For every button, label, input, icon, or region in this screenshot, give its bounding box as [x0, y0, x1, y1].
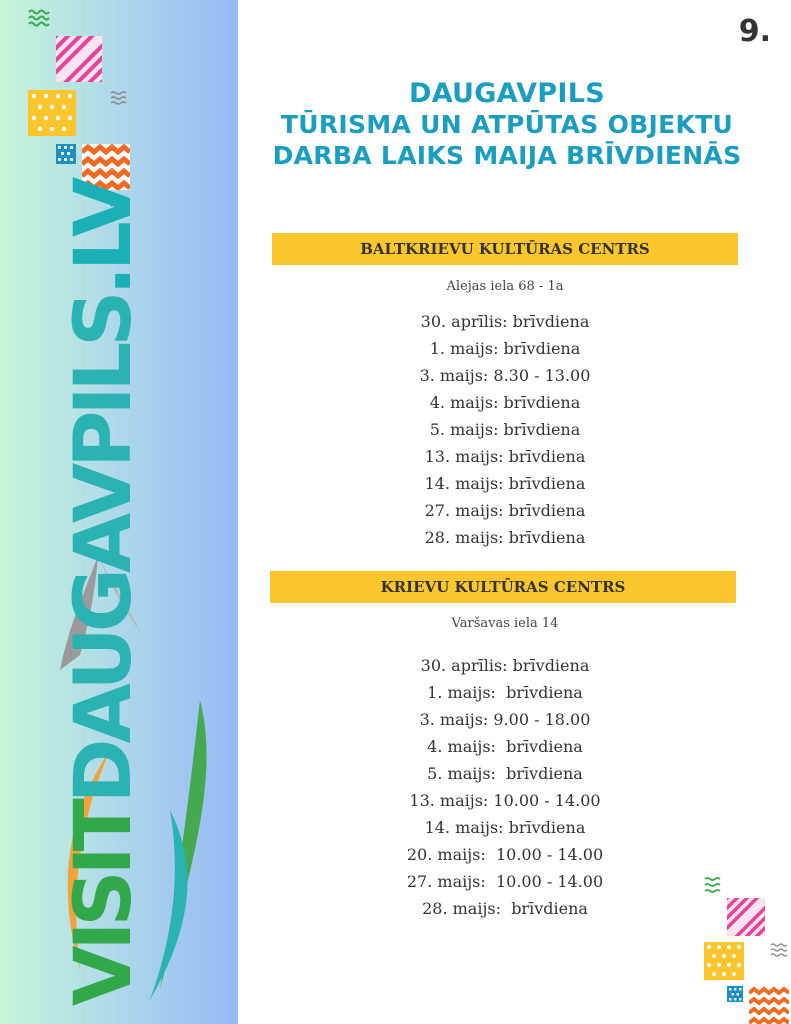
zigzag-pattern-icon — [749, 986, 789, 1024]
wave-pattern-icon — [704, 876, 724, 894]
schedule-list-krievu — [272, 652, 738, 922]
wave-pattern-icon — [110, 90, 130, 108]
schedule-item: 4. maijs: brīvdiena — [429, 393, 581, 412]
schedule-item: 30. aprīlis: brīvdiena — [420, 312, 590, 331]
schedule-item: 5. maijs: brīvdiena — [429, 420, 581, 439]
section-title: KRIEVU KULTŪRAS CENTRS — [380, 578, 626, 596]
schedule-item: 20. maijs: 10.00 - 14.00 — [406, 845, 604, 864]
visitdaugavpils-logo: VISITDAUGAVPILS.LV — [59, 181, 149, 1006]
schedule-item: 1. maijs: brīvdiena — [429, 339, 581, 358]
grid-pattern-icon — [56, 144, 76, 164]
schedule-item: 14. maijs: brīvdiena — [424, 818, 586, 837]
section-address: Varšavas iela 14 — [451, 616, 559, 631]
page-number: 9. — [738, 14, 771, 49]
dot-pattern-icon — [28, 90, 76, 136]
title-line-2: TŪRISMA UN ATPŪTAS OBJEKTU — [280, 110, 734, 139]
page-title — [252, 78, 762, 171]
grid-pattern-icon — [727, 986, 743, 1002]
schedule-item: 28. maijs: brīvdiena — [422, 899, 588, 918]
side-banner — [0, 0, 238, 1024]
section-header-krievu — [270, 571, 736, 603]
schedule-item: 27. maijs: brīvdiena — [424, 501, 586, 520]
schedule-item: 4. maijs: brīvdiena — [427, 737, 583, 756]
title-line-3: DARBA LAIKS MAIJA BRĪVDIENĀS — [272, 141, 742, 170]
schedule-item: 3. maijs: 8.30 - 13.00 — [419, 366, 591, 385]
schedule-item: 1. maijs: brīvdiena — [427, 683, 583, 702]
wave-pattern-icon — [770, 942, 788, 958]
stripe-pattern-icon — [56, 36, 102, 82]
stripe-pattern-icon — [727, 898, 765, 936]
schedule-item: 5. maijs: brīvdiena — [427, 764, 583, 783]
schedule-item: 27. maijs: 10.00 - 14.00 — [406, 872, 604, 891]
schedule-item: 13. maijs: 10.00 - 14.00 — [409, 791, 601, 810]
schedule-item: 14. maijs: brīvdiena — [424, 474, 586, 493]
section-header-baltkrievu — [272, 233, 738, 265]
schedule-item: 30. aprīlis: brīvdiena — [420, 656, 590, 675]
schedule-item: 28. maijs: brīvdiena — [424, 528, 586, 547]
section-title: BALTKRIEVU KULTŪRAS CENTRS — [360, 240, 650, 258]
title-line-1: DAUGAVPILS — [408, 78, 605, 109]
dot-pattern-icon — [704, 942, 744, 980]
schedule-list-baltkrievu — [272, 308, 738, 551]
schedule-item: 13. maijs: brīvdiena — [424, 447, 586, 466]
section-address: Alejas iela 68 - 1a — [446, 279, 564, 294]
schedule-item: 3. maijs: 9.00 - 18.00 — [419, 710, 591, 729]
wave-pattern-icon — [28, 8, 50, 28]
